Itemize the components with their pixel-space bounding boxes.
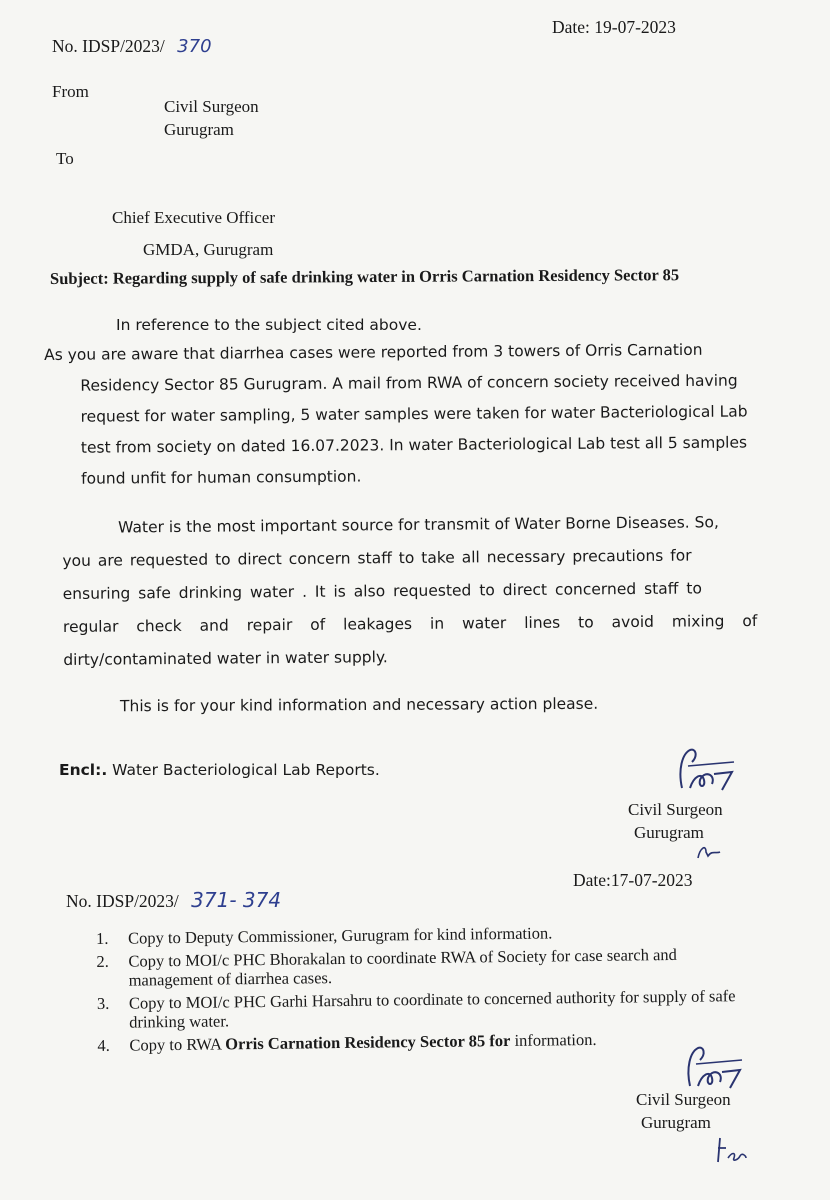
from-line-2: Gurugram [164, 120, 234, 139]
signature-2-place: Gurugram [641, 1113, 711, 1132]
signature-2-mark [676, 1038, 756, 1098]
paragraph-2-line: regular check and repair of leakages in water lines to avoid mixing of [62, 611, 758, 636]
to-label: To [56, 149, 74, 168]
endorsement-date: Date:17-07-2023 [573, 870, 693, 890]
signature-2-initial [710, 1132, 750, 1166]
paragraph-2-line: dirty/contaminated water in water supply. [63, 648, 388, 669]
copy-item-bold-text: Orris Carnation Residency Sector 85 for [225, 1030, 511, 1054]
copy-item-number: 1. [96, 928, 109, 948]
subject-line: Subject: Regarding supply of safe drinking water in Orris Carnation Residency Sector 85 [49, 265, 680, 288]
intro-line: In reference to the subject cited above. [116, 316, 422, 334]
signature-1-initial [694, 842, 724, 862]
endorsement-handwritten-number: 371- 374 [191, 888, 282, 912]
from-line-1: Civil Surgeon [164, 97, 259, 116]
endorsement-reference-prefix: No. IDSP/2023/ [66, 891, 179, 911]
copy-item-text: Copy to MOI/c PHC Bhorakalan to coordinate RWA of Society for case search and management of diarrhea cases. [128, 944, 677, 990]
paragraph-1 [44, 334, 748, 495]
paragraph-1-line: As you are aware that diarrhea cases were reported from 3 towers of Orris Carnation [44, 340, 703, 364]
signature-1-title: Civil Surgeon [628, 800, 723, 819]
copy-item [96, 944, 756, 990]
signature-2-title: Civil Surgeon [636, 1090, 731, 1109]
to-line-2: GMDA, Gurugram [143, 240, 274, 259]
enclosure-text: Water Bacteriological Lab Reports. [107, 761, 380, 779]
copy-item-text-end: information. [510, 1029, 597, 1050]
paragraph-2-line: ensuring safe drinking water . It is also requested to direct concerned staff to [62, 579, 703, 603]
paragraph-1-line: Residency Sector 85 Gurugram. A mail from RWA of concern society received having [80, 371, 738, 395]
copy-list [96, 921, 758, 1059]
signature-1-place: Gurugram [634, 823, 704, 842]
enclosure-line [59, 761, 380, 779]
endorsement-reference [66, 888, 281, 912]
closing-line: This is for your kind information and necessary action please. [119, 694, 599, 716]
copy-item-text: Copy to Deputy Commissioner, Gurugram for kind information. [127, 923, 553, 948]
paragraph-2-line: you are requested to direct concern staff to take all necessary precautions for [62, 546, 692, 570]
from-label: From [52, 82, 89, 101]
paragraph-1-line: found unfit for human consumption. [81, 467, 362, 488]
copy-item-text: Copy to RWA [129, 1034, 226, 1055]
paragraph-2-line: Water is the most important source for transmit of Water Borne Diseases. So, [118, 513, 719, 537]
reference-prefix: No. IDSP/2023/ [52, 36, 165, 56]
paragraph-2 [62, 506, 758, 677]
signature-1-mark [668, 740, 748, 800]
copy-item-text: Copy to MOI/c PHC Garhi Harsahru to coordinate to concerned authority for supply of safe drinking water. [128, 986, 736, 1032]
letter-date: Date: 19-07-2023 [552, 17, 676, 37]
enclosure-label: Encl:. [59, 761, 108, 779]
paragraph-1-line: request for water sampling, 5 water samples were taken for water Bacteriological Lab [80, 402, 748, 426]
to-line-1: Chief Executive Officer [112, 208, 276, 227]
copy-item [97, 986, 757, 1032]
paragraph-1-line: test from society on dated 16.07.2023. In water Bacteriological Lab test all 5 samples [80, 433, 748, 457]
copy-item-number: 4. [97, 1035, 110, 1055]
copy-item-number: 3. [96, 993, 110, 1013]
copy-item [97, 1028, 757, 1055]
copy-item-number: 2. [96, 951, 109, 971]
reference-number [52, 36, 212, 57]
reference-handwritten-number: 370 [177, 36, 212, 57]
copy-item [96, 921, 756, 948]
